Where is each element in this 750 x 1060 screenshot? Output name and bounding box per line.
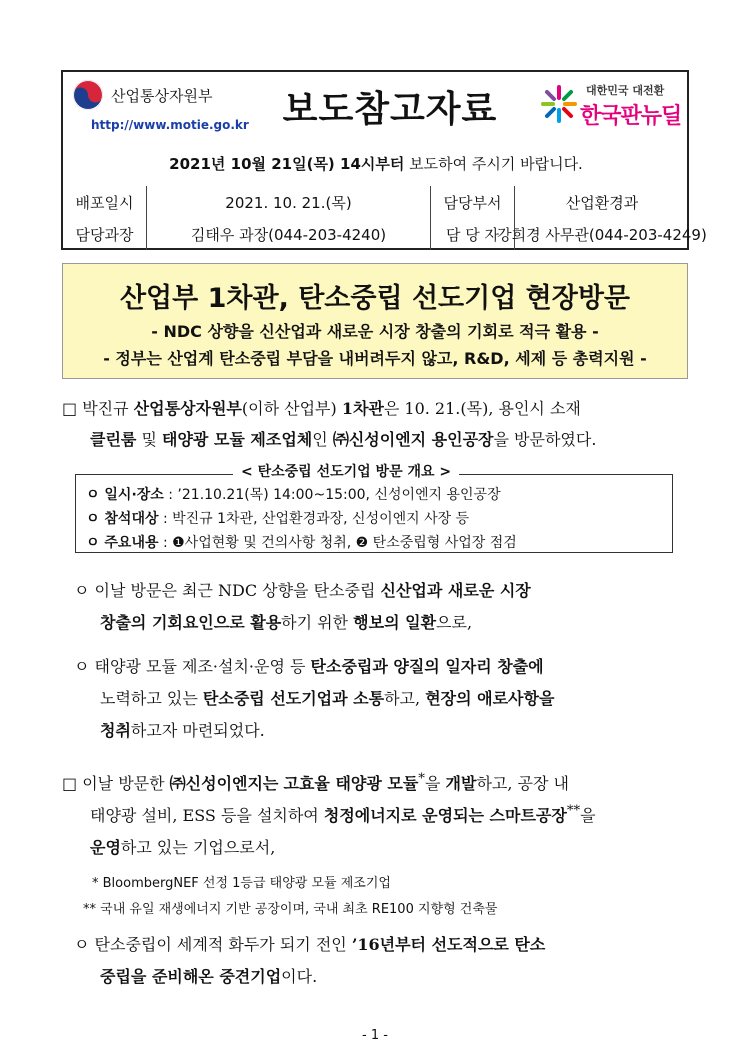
- bullet-2-line-1: [74, 654, 544, 677]
- motie-taegeuk-icon: [73, 80, 103, 110]
- text-run: □ 이날 방문한: [62, 774, 170, 793]
- doc-type-title: 보도참고자료: [282, 88, 498, 130]
- overview-line-datetime: [86, 484, 501, 504]
- text-run: ㅇ 탄소중립이 세계적 화두가 되기 전인: [74, 935, 352, 954]
- bullet-3-line-2: [100, 964, 317, 987]
- text-run: 하고 있는 기업으로서,: [120, 838, 276, 857]
- text-run: 노력하고 있는: [100, 689, 203, 708]
- text-run-bold: 신산업과 새로운 시장: [380, 581, 531, 600]
- distribution-row: [63, 186, 689, 219]
- text-run: 하고,: [384, 689, 426, 708]
- text-run: 인: [312, 430, 333, 449]
- paragraph-2-line-3: [90, 835, 275, 858]
- new-deal-wordmark: 한국판뉴딜: [580, 104, 682, 129]
- text-run: 및: [136, 430, 163, 449]
- text-run-bold: 청정에너지로 운영되는 스마트공장: [323, 806, 567, 825]
- text-run-bold: 탄소중립과 양질의 일자리 창출에: [310, 657, 544, 676]
- headline-title: 산업부 1차관, 탄소중립 선도기업 현장방문: [119, 283, 631, 314]
- text-run: 이다.: [281, 967, 318, 986]
- new-deal-tagline: 대한민국 대전환: [586, 84, 665, 97]
- text-run: (이하 산업부): [241, 399, 342, 418]
- paragraph-2-line-1: [62, 771, 569, 794]
- contact-value: 강희경 사무관(044-203-4249): [497, 226, 707, 244]
- headline-box: [62, 263, 688, 379]
- footnote-marker: **: [566, 803, 581, 819]
- paragraph-1-line-2: [90, 427, 596, 450]
- embargo-notice: [63, 140, 689, 186]
- dept-value: 산업환경과: [565, 194, 639, 212]
- overview-value: : ❶사업현황 및 건의사항 청취, ❷ 탄소중립형 사업장 점검: [158, 535, 517, 551]
- text-run: ㅇ 이날 방문은 최근 NDC 상향을 탄소중립: [74, 581, 381, 600]
- text-run: 태양광 설비, ESS 등을 설치하여: [90, 806, 324, 825]
- text-run-bold: 개발: [445, 774, 477, 793]
- manager-value: 김태우 과장(044-203-4240): [147, 219, 431, 250]
- ministry-url-link[interactable]: http://www.motie.go.kr: [91, 118, 249, 132]
- text-run: 을: [580, 806, 596, 825]
- contact-row: [63, 219, 707, 250]
- headline-subtitle-2: - 정부는 산업계 탄소중립 부담을 내버려두지 않고, R&D, 세제 등 총력지원 -: [103, 349, 647, 368]
- headline-subtitle-1: - NDC 상향을 신산업과 새로운 시장 창출의 기회로 적극 활용 -: [151, 322, 599, 341]
- overview-label: ㅇ 일시·장소: [86, 487, 164, 503]
- embargo-text: 보도하여 주시기 바랍니다.: [404, 154, 583, 173]
- text-run-bold: 탄소중립 선도기업과 소통: [202, 689, 385, 708]
- text-run-bold: 태양광 모듈 제조업체: [162, 430, 313, 449]
- header-table: [61, 70, 707, 250]
- contact-label: 담 당 자: [431, 219, 515, 250]
- bullet-2-line-3: [100, 718, 265, 741]
- text-run: 은 10. 21.(목), 용인시 소재: [383, 399, 581, 418]
- bullet-1-line-1: [74, 578, 531, 601]
- dept-label: 담당부서: [431, 186, 515, 219]
- text-run-bold: 행보의 일환: [353, 613, 437, 632]
- paragraph-2-line-2: [90, 803, 596, 826]
- overview-label: ㅇ 주요내용: [86, 535, 159, 551]
- manager-label: 담당과장: [63, 219, 147, 250]
- text-run-bold: ㈜신성이엔지는: [169, 774, 279, 793]
- text-run: 하고자 마련되었다.: [130, 721, 265, 740]
- bullet-3-line-1: [74, 932, 545, 955]
- bullet-1-line-2: [100, 610, 472, 633]
- ministry-name: 산업통상자원부: [111, 87, 213, 105]
- text-run-bold: 산업통상자원부: [133, 399, 242, 418]
- dist-date-value: 2021. 10. 21.(목): [147, 186, 431, 219]
- text-run-bold: 현장의 애로사항을: [425, 689, 555, 708]
- text-run-bold: 창출의 기회요인으로 활용: [100, 613, 282, 632]
- footnote-marker: *: [418, 771, 425, 787]
- new-deal-burst-icon: [540, 84, 578, 124]
- new-deal-logo-cell: [530, 72, 689, 140]
- text-run-bold: ’16년부터 선도적으로 탄소: [351, 935, 546, 954]
- overview-line-agenda: [86, 532, 517, 552]
- text-run: □ 박진규: [62, 399, 134, 418]
- ministry-logo-cell: [63, 72, 250, 140]
- overview-line-attendees: [86, 508, 469, 528]
- dist-date-label: 배포일시: [63, 186, 147, 219]
- text-run: 하고, 공장 내: [476, 774, 569, 793]
- overview-title: < 탄소중립 선도기업 방문 개요 >: [233, 461, 459, 481]
- footnote-1: * BloombergNEF 선정 1등급 태양광 모듈 제조기업: [92, 876, 391, 891]
- text-run-bold: 청취: [100, 721, 131, 740]
- text-run-bold: 중립을 준비해온 중견기업: [100, 967, 282, 986]
- text-run: 으로,: [436, 613, 473, 632]
- text-run: 을 방문하였다.: [493, 430, 597, 449]
- embargo-time: 2021년 10월 21일(목) 14시부터: [169, 154, 405, 173]
- page-number: - 1 -: [362, 1028, 388, 1043]
- paragraph-1-line-1: [62, 396, 581, 419]
- text-run-bold: 운영: [90, 838, 121, 857]
- overview-label: ㅇ 참석대상: [86, 511, 159, 527]
- text-run-bold: 클린룸: [90, 430, 137, 449]
- footnote-2: ** 국내 유일 재생에너지 기반 공장이며, 국내 최초 RE100 지향형 건축물: [83, 902, 498, 917]
- overview-value: : 박진규 1차관, 산업환경과장, 신성이엔지 사장 등: [158, 511, 470, 527]
- text-run-bold: 고효율 태양광 모듈: [283, 774, 419, 793]
- bullet-2-line-2: [100, 686, 554, 709]
- text-run-bold: 1차관: [341, 399, 384, 418]
- text-run: 하기 위한: [281, 613, 354, 632]
- text-run-bold: ㈜신성이엔지 용인공장: [332, 430, 494, 449]
- text-run: ㅇ 태양광 모듈 제조·설치·운영 등: [74, 657, 311, 676]
- text-run: 을: [424, 774, 446, 793]
- overview-value: : ’21.10.21(목) 14:00~15:00, 신성이엔지 용인공장: [163, 487, 501, 503]
